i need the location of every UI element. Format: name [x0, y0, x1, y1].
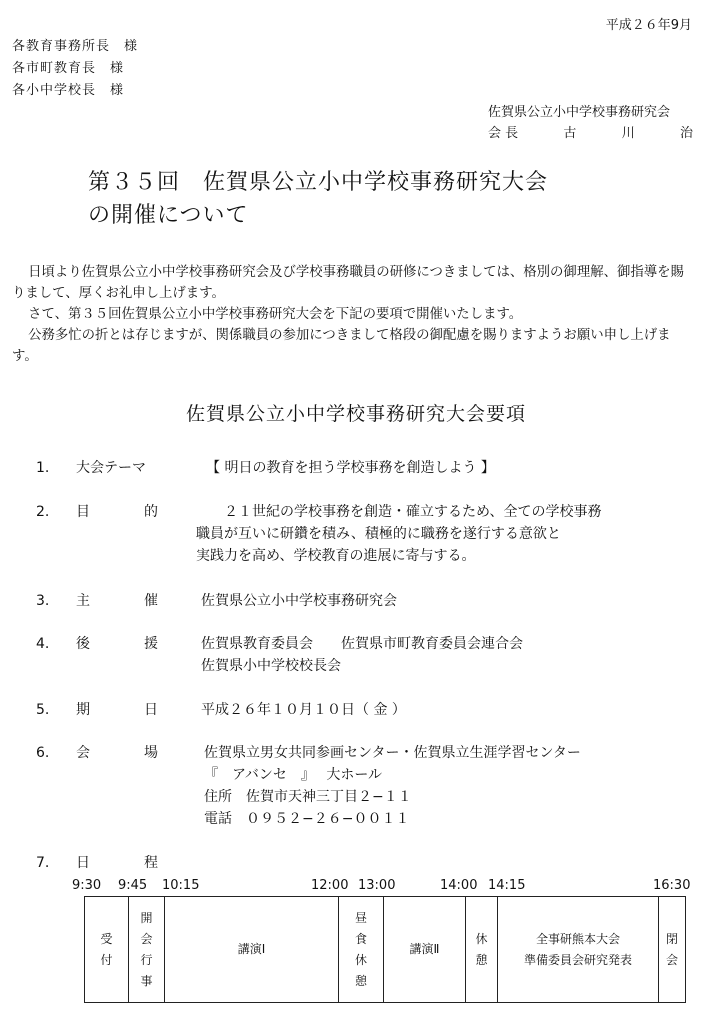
item-label-char: 主: [76, 593, 90, 609]
item-value: [204, 742, 581, 830]
document-title: [88, 166, 548, 232]
schedule-time-label: 13:00: [358, 878, 396, 893]
schedule-row: [85, 897, 686, 1003]
sender-name-part: 治: [679, 126, 693, 141]
body-paragraph: さて、第３５回佐賀県公立小中学校事務研究大会を下記の要項で開催いたします。: [28, 307, 523, 322]
item-label-char: 催: [144, 593, 158, 609]
schedule-cell-text: 開 会 行 事: [140, 910, 153, 988]
item-value: 平成２６年１０月１０日（ 金 ）: [201, 702, 406, 718]
sender-organization: 佐賀県公立小中学校事務研究会: [488, 105, 671, 120]
item-label-char: 的: [144, 504, 158, 520]
schedule-time-label: 14:15: [488, 878, 526, 893]
recipients: [12, 36, 138, 102]
item-number: 2.: [36, 504, 50, 520]
item-value: [196, 501, 601, 567]
item-label: [76, 699, 158, 721]
item-number: 4.: [36, 636, 50, 652]
body-text: [12, 262, 696, 367]
item-number: 5.: [36, 702, 50, 718]
title-line: の開催について: [88, 203, 249, 228]
schedule-cell-lecture-1: [165, 897, 339, 1003]
item-label: [76, 742, 158, 764]
schedule-time-label: 12:00: [311, 878, 349, 893]
schedule-cell-text: 受 付: [100, 931, 113, 967]
item-label-char: 場: [144, 745, 158, 761]
schedule-cell-text: 全事研熊本大会 準備委員会研究発表: [523, 931, 632, 967]
item-number: 6.: [36, 745, 50, 761]
item-label: [76, 852, 158, 874]
body-paragraph: 公務多忙の折とは存じますが、関係職員の参加につきまして格段の御配慮を賜りますようお願い申し上げます。: [12, 328, 671, 364]
item-label: [76, 633, 158, 655]
item-value: 【 明日の教育を担う学校事務を創造しよう 】: [206, 460, 495, 476]
outline-heading: 佐賀県公立小中学校事務研究大会要項: [185, 403, 526, 425]
schedule-cell-lecture-2: [384, 897, 466, 1003]
recipient-line: 各教育事務所長 様: [12, 39, 139, 54]
schedule-cell-text: 講演Ⅱ: [409, 942, 440, 956]
recipient-line: 各市町教育長 様: [12, 61, 125, 76]
item-label-char: 日: [144, 702, 158, 718]
sender-name-part: 古: [563, 126, 577, 141]
item-label-char: 日: [76, 855, 90, 871]
value-line: 佐賀県小中学校校長会: [201, 658, 341, 674]
value-line: 実践力を高め、学校教育の進展に寄与する。: [196, 548, 476, 564]
schedule-time-label: 16:30: [653, 878, 691, 893]
schedule-table: [84, 896, 686, 1003]
schedule-cell-reception: [85, 897, 129, 1003]
schedule-cell-break: [466, 897, 498, 1003]
value-line: 電話 ０９５２−２６−００１１: [204, 811, 410, 827]
document-date: 平成２６年9月: [605, 18, 692, 33]
schedule-cell-text: 昼 食 休 憩: [354, 910, 367, 988]
item-number: 3.: [36, 593, 50, 609]
item-label: [76, 501, 158, 523]
schedule-cell-text: 講演Ⅰ: [237, 942, 266, 956]
value-line: 佐賀県立男女共同参画センター・佐賀県立生涯学習センター: [204, 745, 581, 761]
item-label: [76, 457, 158, 479]
item-number: 1.: [36, 460, 50, 476]
schedule-cell-text: 閉 会: [665, 931, 678, 967]
item-value: [201, 633, 523, 677]
schedule-cell-presentation: [498, 897, 659, 1003]
value-line: 『 アバンセ 』 大ホール: [204, 767, 383, 783]
body-paragraph: 日頃より佐賀県公立小中学校事務研究会及び学校事務職員の研修につきましては、格別の御理解、御指導を賜りまして、厚くお礼申し上げます。: [12, 265, 684, 301]
sender-title: 会 長: [488, 126, 519, 141]
value-line: 職員が互いに研鑽を積み、積極的に職務を遂行する意欲と: [196, 526, 561, 542]
value-line: 住所 佐賀市天神三丁目２−１１: [204, 789, 412, 805]
schedule-cell-lunch: [339, 897, 384, 1003]
title-line: 第３５回 佐賀県公立小中学校事務研究大会: [88, 170, 549, 195]
schedule-time-label: 10:15: [162, 878, 200, 893]
item-label-char: 会: [76, 745, 90, 761]
sender-name: [488, 123, 693, 144]
value-line: ２１世紀の学校事務を創造・確立するため、全ての学校事務: [224, 504, 602, 520]
item-label-text: 大会テーマ: [76, 460, 146, 476]
schedule-time-label: 14:00: [440, 878, 478, 893]
schedule-cell-closing: [659, 897, 686, 1003]
item-label-char: 程: [144, 855, 158, 871]
item-label-char: 期: [76, 702, 90, 718]
value-line: 佐賀県教育委員会 佐賀県市町教育委員会連合会: [201, 636, 523, 652]
item-label: [76, 590, 158, 612]
schedule-cell-opening: [129, 897, 165, 1003]
item-value: 佐賀県公立小中学校事務研究会: [201, 593, 397, 609]
item-label-char: 目: [76, 504, 90, 520]
item-label-char: 援: [144, 636, 158, 652]
schedule-time-label: 9:45: [118, 878, 148, 893]
item-number: 7.: [36, 855, 50, 871]
recipient-line: 各小中学校長 様: [12, 83, 125, 98]
item-label-char: 後: [76, 636, 90, 652]
schedule-cell-text: 休 憩: [475, 931, 488, 967]
sender-name-part: 川: [621, 126, 635, 141]
sender-block: [488, 102, 693, 144]
schedule-time-label: 9:30: [72, 878, 102, 893]
